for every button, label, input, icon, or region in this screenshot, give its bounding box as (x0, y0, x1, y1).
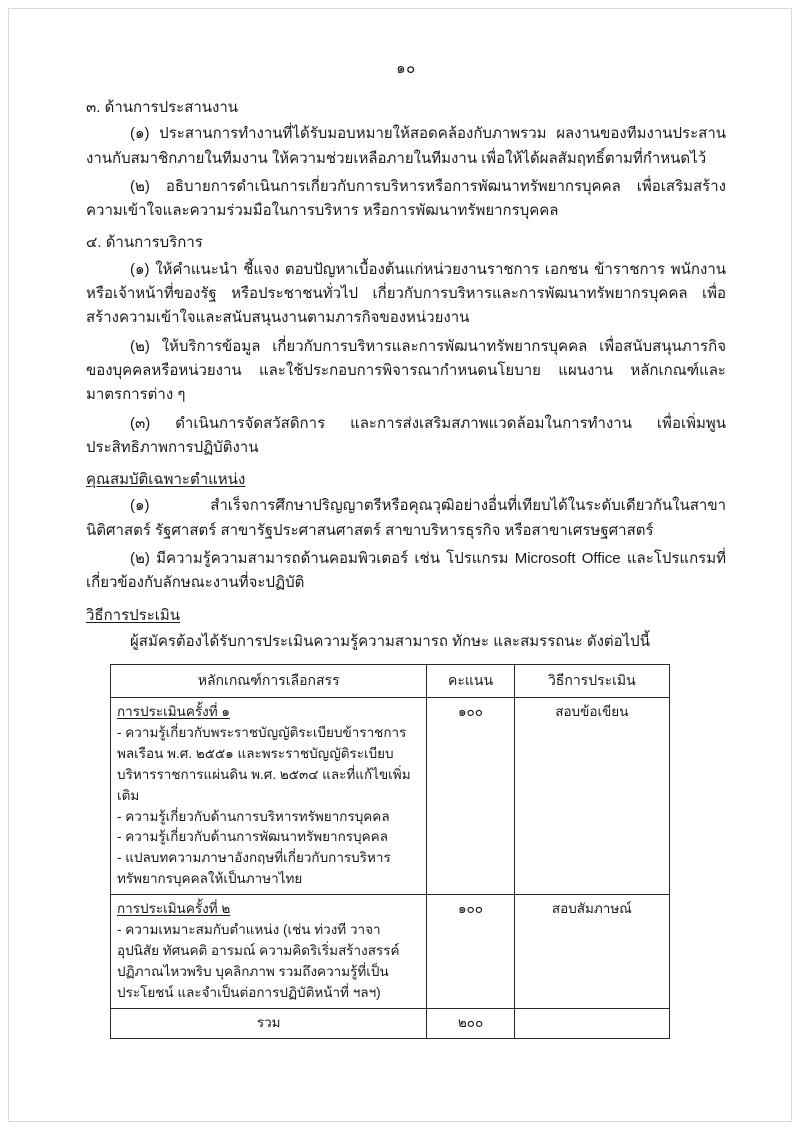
table-total-row (111, 1008, 670, 1038)
page-number: ๑๐ (396, 60, 416, 77)
table-row (111, 895, 670, 1009)
table-row (111, 697, 670, 894)
paragraph-coordination-1: (๑) ประสานการทำงานที่ได้รับมอบหมายให้สอดคล้องกับภาพรวม ผลงานของทีมงานประสานงานกับสมาชิกภายในทีมงาน ให้ความช่วยเหลือภายในทีมงาน เพื่อให้ได้ผลสัมฤทธิ์ตามที่กำหนดไว้ (86, 125, 726, 167)
criteria-title: การประเมินครั้งที่ ๒ (117, 901, 231, 917)
table-header-row (111, 665, 670, 698)
criteria-item: - ความรู้เกี่ยวกับด้านการพัฒนาทรัพยากรบุคคล (117, 829, 388, 845)
table-cell-score: ๑๐๐ (427, 895, 514, 1009)
document-body (86, 56, 726, 1039)
table-header-score: คะแนน (427, 665, 514, 698)
table-total-score: ๒๐๐ (427, 1008, 514, 1038)
table-header-method: วิธีการประเมิน (514, 665, 669, 698)
criteria-item: - ความเหมาะสมกับตำแหน่ง (เช่น ท่วงที วาจา อุปนิสัย ทัศนคติ อารมณ์ ความคิดริเริ่มสร้างสรรค์ ปฏิภาณไหวพริบ บุคลิกภาพ รวมถึงความรู้ที่เป็นประโยชน์ และจำเป็นต่อการปฏิบัติหน้าที่ ฯลฯ) (117, 922, 400, 1000)
criteria-item: - ความรู้เกี่ยวกับพระราชบัญญัติระเบียบข้าราชการพลเรือน พ.ศ. ๒๕๕๑ และพระราชบัญญัติระเบียบบริหารราชการแผ่นดิน พ.ศ. ๒๕๓๔ และที่แก้ไขเพิ่มเติม (117, 724, 411, 803)
table-cell-score: ๑๐๐ (427, 697, 514, 894)
table-total-label: รวม (111, 1008, 427, 1038)
paragraph-assessment-intro: ผู้สมัครต้องได้รับการประเมินความรู้ความสามารถ ทักษะ และสมรรถนะ ดังต่อไปนี้ (130, 632, 650, 650)
section-heading-service: ๔. ด้านการบริการ (86, 234, 203, 252)
table-cell-criteria (111, 697, 427, 894)
section-heading-assessment (86, 604, 726, 628)
table-cell-method: สอบสัมภาษณ์ (514, 895, 669, 1009)
paragraph-qualifications-2: (๒) มีความรู้ความสามารถด้านคอมพิวเตอร์ เช่น โปรแกรม Microsoft Office และโปรแกรมที่เกี่ยวข้องกับลักษณะงานที่จะปฏิบัติ (86, 550, 726, 592)
section-heading-coordination: ๓. ด้านการประสานงาน (86, 99, 239, 116)
paragraph-service-1: (๑) ให้คำแนะนำ ชี้แจง ตอบปัญหาเบื้องต้นแก่หน่วยงานราชการ เอกชน ข้าราชการ พนักงานหรือเจ้าหน้าที่ของรัฐ หรือประชาชนทั่วไป เกี่ยวกับการบริหารและการพัฒนาทรัพยากรบุคคล เพื่อสร้างความเข้าใจและสนับสนุนงานตามภารกิจของหน่วยงาน (86, 260, 726, 327)
criteria-item: - แปลบทความภาษาอังกฤษที่เกี่ยวกับการบริหารทรัพยากรบุคคลให้เป็นภาษาไทย (117, 850, 391, 887)
table-cell-criteria (111, 895, 427, 1009)
paragraph-coordination-2: (๒) อธิบายการดำเนินการเกี่ยวกับการบริหารหรือการพัฒนาทรัพยากรบุคคล เพื่อเสริมสร้างความเข้าใจและความร่วมมือในการบริหาร หรือการพัฒนาทรัพยากรบุคคล (86, 177, 726, 220)
paragraph-qualifications-1: (๑) สำเร็จการศึกษาปริญญาตรีหรือคุณวุฒิอย่างอื่นที่เทียบได้ในระดับเดียวกันในสาขานิติศาสตร์ รัฐศาสตร์ สาขารัฐประศาสนศาสตร์ สาขาบริหารธุรกิจ หรือสาขาเศรษฐศาสตร์ (86, 497, 726, 539)
table-header-criteria: หลักเกณฑ์การเลือกสรร (111, 665, 427, 698)
section-heading-qualifications (86, 468, 726, 492)
table-total-method (514, 1008, 669, 1038)
paragraph-service-2: (๒) ให้บริการข้อมูล เกี่ยวกับการบริหารและการพัฒนาทรัพยากรบุคคล เพื่อสนับสนุนภารกิจของบุคคลหรือหน่วยงาน และใช้ประกอบการพิจารณากำหนดนโยบาย แผนงาน หลักเกณฑ์และมาตรการต่าง ๆ (86, 337, 726, 404)
paragraph-service-3: (๓) ดำเนินการจัดสวัสดิการ และการส่งเสริมสภาพแวดล้อมในการทำงาน เพื่อเพิ่มพูนประสิทธิภาพการปฏิบัติงาน (86, 414, 726, 456)
criteria-title: การประเมินครั้งที่ ๑ (117, 703, 230, 719)
assessment-label: วิธีการประเมิน (86, 606, 181, 624)
assessment-table (110, 664, 670, 1039)
table-cell-method: สอบข้อเขียน (514, 697, 669, 894)
qualifications-label: คุณสมบัติเฉพาะตำแหน่ง (86, 471, 246, 489)
criteria-item: - ความรู้เกี่ยวกับด้านการบริหารทรัพยากรบุคคล (117, 808, 390, 824)
